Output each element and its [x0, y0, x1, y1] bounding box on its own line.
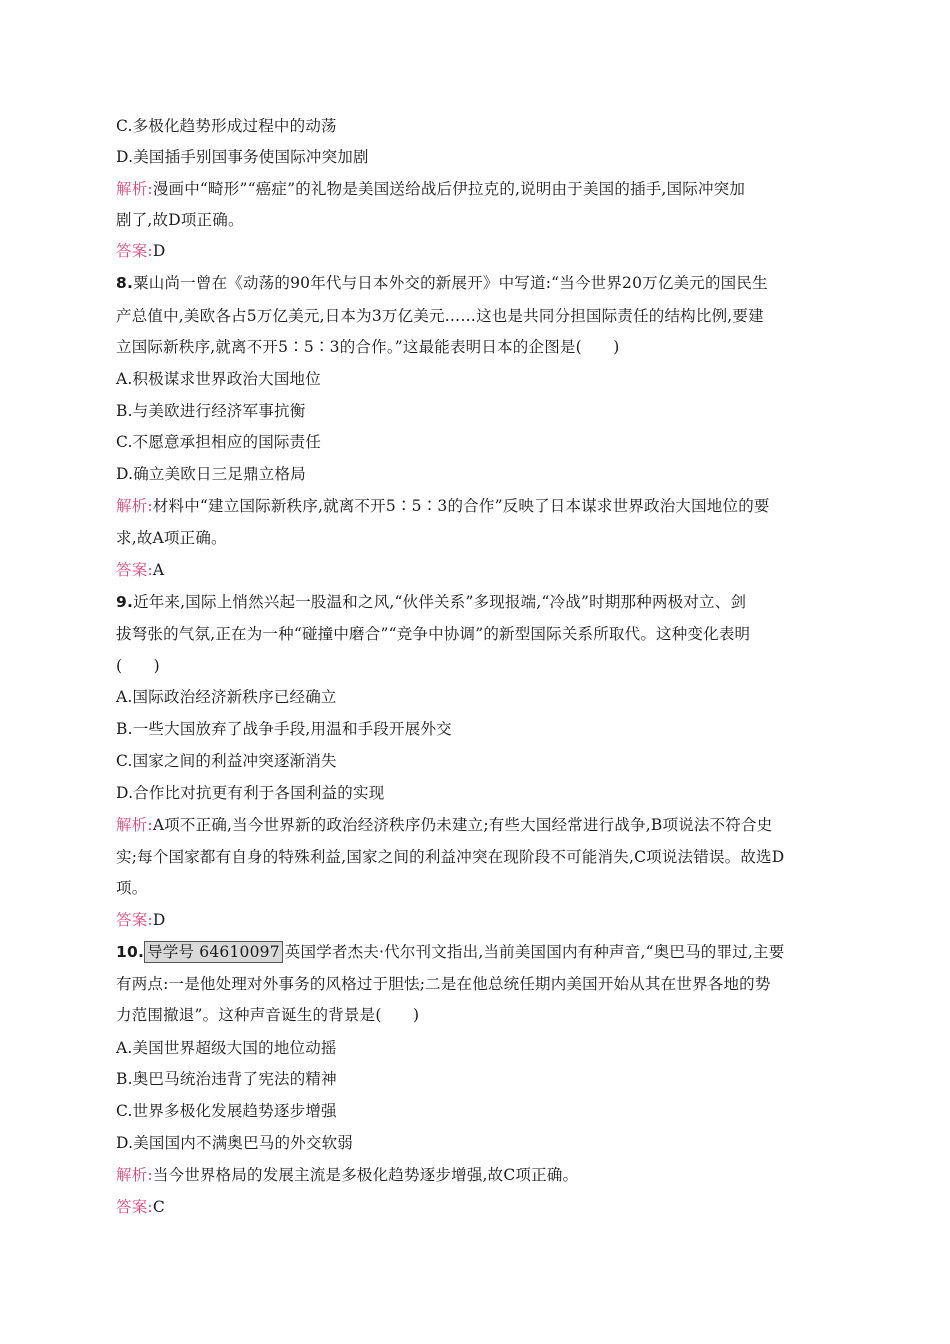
- q10-stem-line-3: 力范围撤退”。这种声音诞生的背景是( ): [116, 1006, 420, 1024]
- q10-analysis-text-1: 当今世界格局的发展主流是多极化趋势逐步增强,故C项正确。: [152, 1166, 579, 1184]
- q9-option-c: C.国家之间的利益冲突逐渐消失: [116, 752, 337, 770]
- q8-option-d: D.确立美欧日三足鼎立格局: [116, 465, 306, 483]
- q8-option-a: A.积极谋求世界政治大国地位: [116, 370, 321, 388]
- q7-option-c: C.多极化趋势形成过程中的动荡: [116, 117, 337, 135]
- q10-stem-line-1: [116, 941, 784, 963]
- q8-stem-line-1: [116, 272, 768, 294]
- q9-answer-line: [116, 909, 165, 931]
- q9-answer: D: [152, 911, 166, 929]
- q10-option-b: B.奥巴马统治违背了宪法的精神: [116, 1070, 337, 1088]
- q8-answer-line: [116, 559, 164, 581]
- q10-analysis-line: [116, 1164, 578, 1186]
- answer-label: 答案:: [116, 561, 153, 579]
- q8-analysis-text-1: 材料中“建立国际新秩序,就离不开5∶5∶3的合作”反映了日本谋求世界政治大国地位的要: [152, 497, 770, 515]
- answer-label: 答案:: [116, 242, 153, 260]
- q9-analysis-text-2: 实;每个国家都有自身的特殊利益,国家之间的利益冲突在现阶段不可能消失,C项说法错误。故选D: [116, 848, 785, 866]
- q9-stem-line-2: 拔弩张的气氛,正在为一种“碰撞中磨合”“竞争中协调”的新型国际关系所取代。这种变化表明: [116, 625, 751, 643]
- q9-option-a: A.国际政治经济新秩序已经确立: [116, 688, 337, 706]
- q9-option-d: D.合作比对抗更有利于各国利益的实现: [116, 784, 385, 802]
- q10-option-a: A.美国世界超级大国的地位动摇: [116, 1039, 337, 1057]
- q10-stem-text-1: 英国学者杰夫·代尔刊文指出,当前美国国内有种声音,“奥巴马的罪过,主要: [284, 943, 785, 961]
- analysis-label: 解析:: [116, 1166, 153, 1184]
- q7-answer-line: [116, 240, 165, 262]
- q8-stem-line-3: 立国际新秩序,就离不开5∶5∶3的合作。”这最能表明日本的企图是( ): [116, 338, 620, 356]
- q9-analysis-text-1: A项不正确,当今世界新的政治经济秩序仍未建立;有些大国经常进行战争,B项说法不符合史: [152, 816, 773, 834]
- q8-option-c: C.不愿意承担相应的国际责任: [116, 433, 322, 451]
- q10-number: 10.: [116, 943, 145, 961]
- q9-stem-line-1: [116, 591, 746, 613]
- analysis-label: 解析:: [116, 497, 153, 515]
- q7-answer: D: [152, 242, 166, 260]
- q8-option-b: B.与美欧进行经济军事抗衡: [116, 402, 306, 420]
- q8-answer: A: [152, 561, 165, 579]
- analysis-label: 解析:: [116, 180, 153, 198]
- q9-number: 9.: [116, 593, 134, 611]
- q10-answer-line: [116, 1196, 165, 1218]
- q9-analysis-text-3: 项。: [116, 879, 148, 897]
- q8-stem-line-2: 产总值中,美欧各占5万亿美元,日本为3万亿美元……这也是共同分担国际责任的结构比例,要建: [116, 307, 764, 325]
- answer-label: 答案:: [116, 911, 153, 929]
- q8-stem-text-1: 粟山尚一曾在《动荡的90年代与日本外交的新展开》中写道:“当今世界20万亿美元的国民生: [133, 274, 768, 292]
- q8-analysis-text-2: 求,故A项正确。: [116, 529, 227, 547]
- q8-number: 8.: [116, 274, 134, 292]
- q10-stem-line-2: 有两点:一是他处理对外事务的风格过于胆怯;二是在他总统任期内美国开始从其在世界各地的势: [116, 975, 771, 993]
- answer-label: 答案:: [116, 1198, 153, 1216]
- analysis-label: 解析:: [116, 816, 153, 834]
- q7-analysis-line: [116, 178, 745, 200]
- q7-analysis-text-1: 漫画中“畸形”“癌症”的礼物是美国送给战后伊拉克的,说明由于美国的插手,国际冲突加: [152, 180, 746, 198]
- q10-option-d: D.美国国内不满奥巴马的外交软弱: [116, 1134, 354, 1152]
- q9-option-b: B.一些大国放弃了战争手段,用温和手段开展外交: [116, 720, 452, 738]
- guide-number-badge[interactable]: 导学号 64610097: [144, 941, 283, 963]
- q9-stem-line-3: ( ): [116, 657, 160, 675]
- q9-analysis-line: [116, 814, 772, 836]
- q8-analysis-line: [116, 495, 770, 517]
- q10-answer: C: [152, 1198, 165, 1216]
- q7-option-d: D.美国插手别国事务使国际冲突加剧: [116, 148, 369, 166]
- q9-stem-text-1: 近年来,国际上悄然兴起一股温和之风,“伙伴关系”多现报端,“冷战”时期那种两极对立、剑: [133, 593, 747, 611]
- q7-analysis-text-2: 剧了,故D项正确。: [116, 211, 244, 229]
- q10-option-c: C.世界多极化发展趋势逐步增强: [116, 1102, 337, 1120]
